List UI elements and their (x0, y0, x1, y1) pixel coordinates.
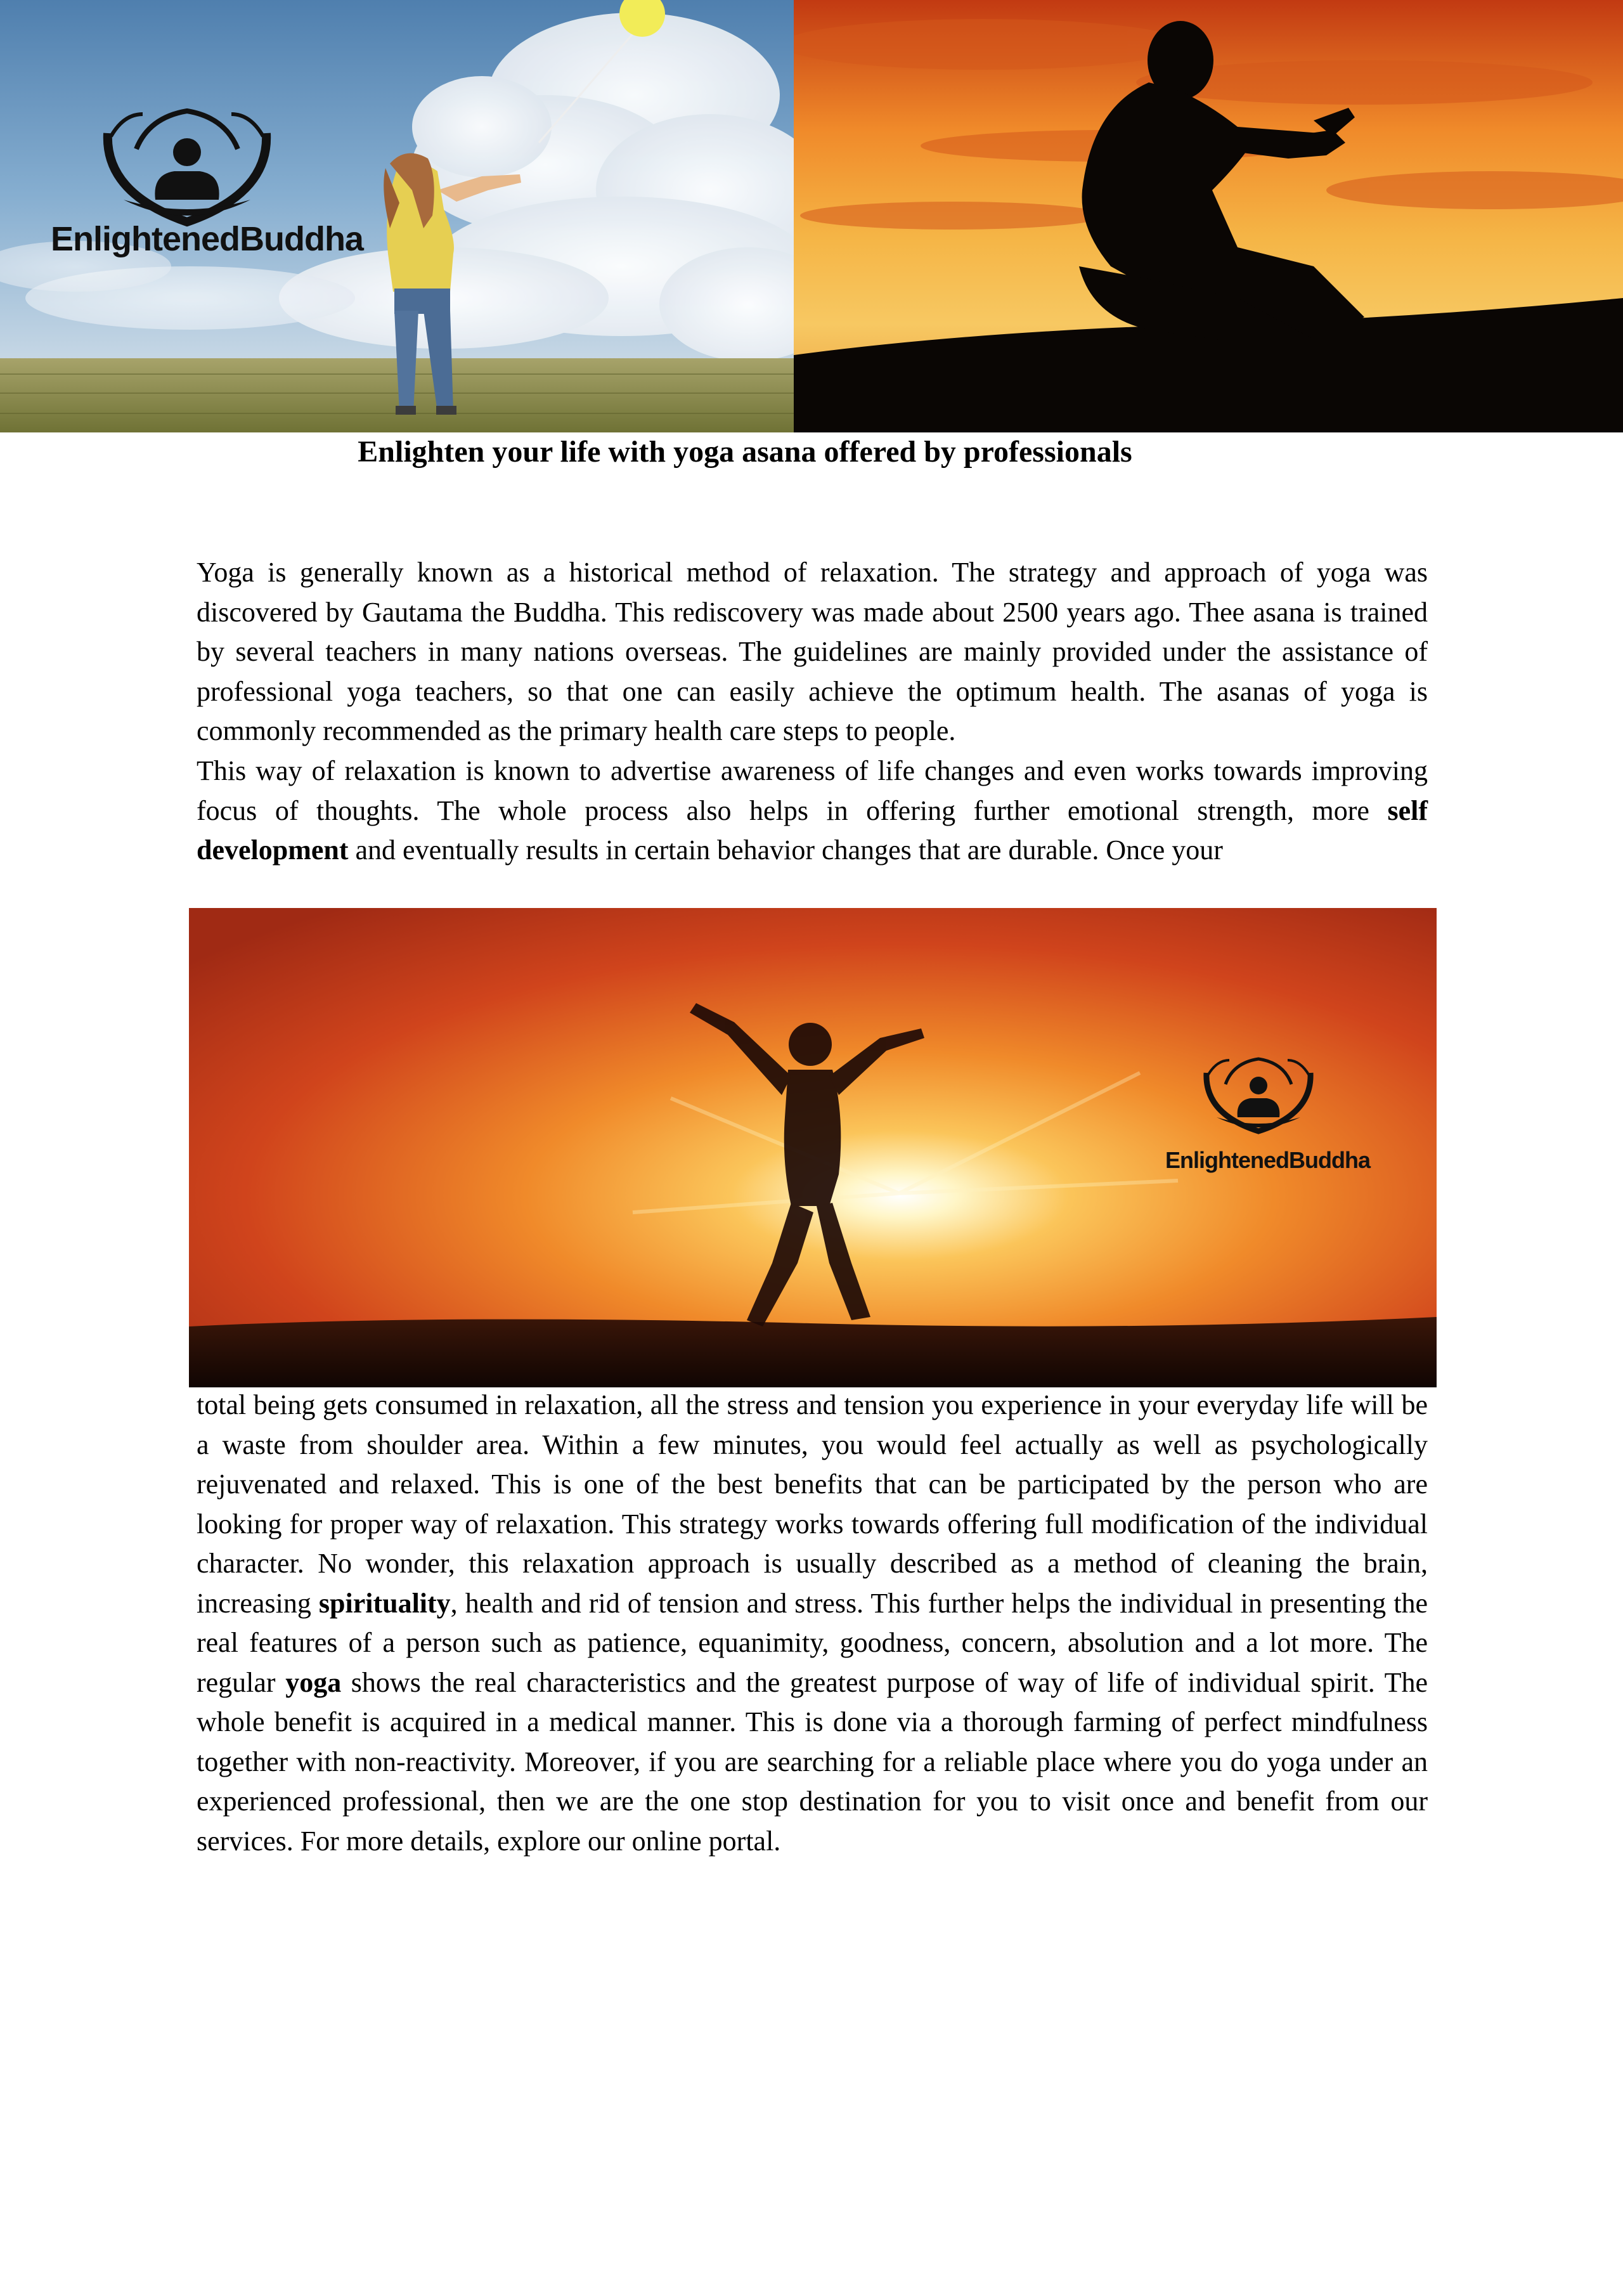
banner-ground (189, 1317, 1437, 1387)
grass-field (0, 358, 794, 432)
hero-sky-scene (0, 0, 794, 432)
benefits-paragraph (197, 751, 1428, 871)
banner-sunset-scene (189, 908, 1437, 1387)
intro-paragraph: Yoga is generally known as a historical method of relaxation. The strategy and approach of yoga was discovered by Gautama the Buddha. This rediscovery was made about 2500 years ago. Thee asana is trained by several teachers in many nations overseas. The guidelines are mainly provided under the assistance of professional yoga teachers, so that one can easily achieve the optimum health. The asanas of yoga is commonly recommended as the primary health care steps to people. (197, 557, 1428, 746)
closing-paragraph (197, 1385, 1428, 1861)
banner-image-sunset (189, 908, 1437, 1387)
hero-image-sky (0, 0, 794, 432)
page-title: Enlighten your life with yoga asana offered by professionals (358, 435, 1132, 469)
keyword-self-development: self development (197, 795, 1428, 866)
keyword-yoga: yoga (285, 1666, 342, 1698)
hero-image-prayer (794, 0, 1623, 432)
hero-prayer-scene (794, 0, 1623, 432)
keyword-spirituality: spirituality (318, 1587, 451, 1619)
text-span: and eventually results in certain behavior changes that are durable. Once your (348, 834, 1223, 866)
banner-brand-logo-text: EnlightenedBuddha (1165, 1147, 1370, 1173)
text-span: total being gets consumed in relaxation, all the stress and tension you experience in your everyday life will be a waste from shoulder area. Within a few minutes, you would feel actually as well as psychologically rejuvenated and relaxed. This is one of the best benefits that can be participated by the person who are looking for proper way of relaxation. This strategy works towards offering full modification of the individual character. No wonder, this relaxation approach is usually described as a method of cleaning the brain, increasing (197, 1389, 1428, 1619)
text-span: shows the real characteristics and the greatest purpose of way of life of individual spirit. The whole benefit is acquired in a medical manner. This is done via a thorough farming of perfect mindfulness together with non-reactivity. Moreover, if you are searching for a reliable place where you do yoga under an experienced professional, then we are the one stop destination for you to visit once and benefit from our services. For more details, explore our online portal. (197, 1666, 1428, 1857)
text-span: , health and rid of tension and stress. This further helps the individual in presenting the real features of a person such as patience, equanimity, goodness, concern, absolution and a lot more. The regular (197, 1587, 1428, 1698)
text-span: This way of relaxation is known to advertise awareness of life changes and even works towards improving focus of thoughts. The whole process also helps in offering further emotional strength, more (197, 755, 1428, 826)
brand-logo-text: EnlightenedBuddha (51, 220, 363, 258)
